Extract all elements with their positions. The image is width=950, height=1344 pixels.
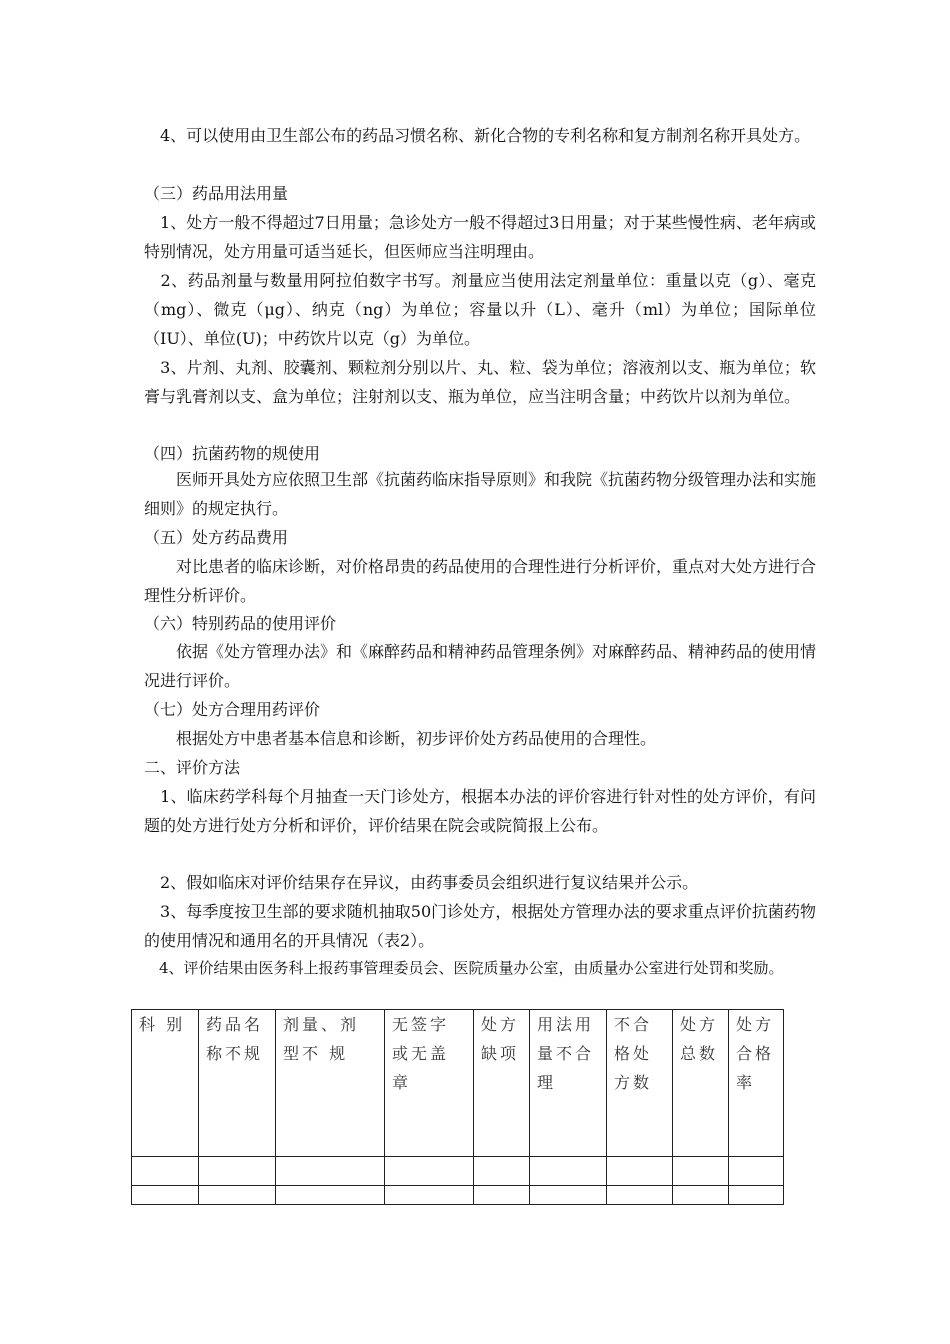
evaluation-table [131, 1009, 783, 1209]
table-cell[interactable] [132, 1157, 199, 1186]
table-header-cell: 药品名称不规 [199, 1010, 276, 1157]
paragraph-method-4: 4、评价结果由医务科上报药事管理委员会、医院质量办公室，由质量办公室进行处罚和奖励。 [144, 959, 784, 977]
table-row [132, 1157, 784, 1186]
heading-rational-use: （七）处方合理用药评价 [144, 700, 321, 719]
table-cell[interactable] [530, 1157, 607, 1186]
heading-special-drugs: （六）特别药品的使用评价 [144, 614, 337, 633]
paragraph-dosage-days: 1、处方一般不得超过7日用量；急诊处方一般不得超过3日用量；对于某些慢性病、老年病或特别情况，处方用量可适当延长，但医师应当注明理由。 [144, 213, 816, 261]
paragraph-antibiotic-rules: 医师开具处方应依照卫生部《抗菌药临床指导原则》和我院《抗菌药物分级管理办法和实施细则》的规定执行。 [144, 470, 817, 518]
paragraph-prescription-cost: 对比患者的临床诊断，对价格昂贵的药品使用的合理性进行分析评价，重点对大处方进行合理性分析评价。 [144, 557, 817, 605]
table-cell[interactable] [474, 1186, 530, 1205]
paragraph-dosage-forms: 3、片剂、丸剂、胶囊剂、颗粒剂分别以片、丸、粒、袋为单位；溶液剂以支、瓶为单位；软膏与乳膏剂以支、盒为单位；注射剂以支、瓶为单位，应当注明含量；中药饮片以剂为单位。 [144, 358, 816, 406]
paragraph-method-2: 2、假如临床对评价结果存在异议，由药事委员会组织进行复议结果并公示。 [144, 873, 699, 892]
paragraph-item-4-drug-names: 4、可以使用由卫生部公布的药品习惯名称、新化合物的专利名称和复方制剂名称开具处方。 [144, 126, 811, 145]
table-header-cell: 无签字或无盖章 [385, 1010, 474, 1157]
table-cell[interactable] [276, 1157, 385, 1186]
table-cell[interactable] [276, 1186, 385, 1205]
table-cell[interactable] [199, 1157, 276, 1186]
table-header-cell: 处方合格率 [729, 1010, 784, 1157]
heading-drug-usage-dosage: （三）药品用法用量 [144, 184, 289, 203]
table-cell[interactable] [607, 1186, 673, 1205]
table-header-cell: 处方总数 [673, 1010, 729, 1157]
table-header-cell: 剂量、剂型不 规 [276, 1010, 385, 1157]
table-header-cell: 用法用量不合理 [530, 1010, 607, 1157]
table-cell[interactable] [530, 1186, 607, 1205]
table-cell[interactable] [607, 1157, 673, 1186]
table-cell[interactable] [729, 1157, 784, 1186]
table-header-cell: 不合格处方数 [607, 1010, 673, 1157]
paragraph-method-3: 3、每季度按卫生部的要求随机抽取50门诊处方，根据处方管理办法的要求重点评价抗菌药物的使用情况和通用名的开具情况（表2）。 [144, 902, 816, 950]
table-header-cell: 处方缺项 [474, 1010, 530, 1157]
table-cell[interactable] [474, 1157, 530, 1186]
paragraph-rational-use: 根据处方中患者基本信息和诊断，初步评价处方药品使用的合理性。 [144, 729, 657, 748]
table-cell[interactable] [729, 1186, 784, 1205]
table-cell[interactable] [673, 1186, 729, 1205]
paragraph-special-drugs: 依据《处方管理办法》和《麻醉药品和精神药品管理条例》对麻醉药品、精神药品的使用情况进行评价。 [144, 642, 817, 690]
table-cell[interactable] [132, 1186, 199, 1205]
paragraph-dosage-units: 2、药品剂量与数量用阿拉伯数字书写。剂量应当使用法定剂量单位：重量以克（g）、毫克（mg）、微克（μg）、纳克（ng）为单位；容量以升（L）、毫升（ml）为单位；国际单位（IU）、单位(U)；中药饮片以克（g）为单位。 [144, 271, 816, 348]
table-row [132, 1186, 784, 1205]
heading-prescription-cost: （五）处方药品费用 [144, 528, 289, 547]
table-header-row [132, 1010, 784, 1157]
table-cell[interactable] [385, 1186, 474, 1205]
table-cell[interactable] [199, 1186, 276, 1205]
table-header-cell: 科 别 [132, 1010, 199, 1157]
heading-evaluation-method: 二、评价方法 [144, 758, 241, 777]
paragraph-method-1: 1、临床药学科每个月抽查一天门诊处方，根据本办法的评价容进行针对性的处方评价，有问题的处方进行处方分析和评价，评价结果在院会或院简报上公布。 [144, 787, 816, 835]
table-cell[interactable] [673, 1157, 729, 1186]
heading-antibiotic-use: （四）抗菌药物的规使用 [144, 444, 321, 463]
table-cell[interactable] [385, 1157, 474, 1186]
